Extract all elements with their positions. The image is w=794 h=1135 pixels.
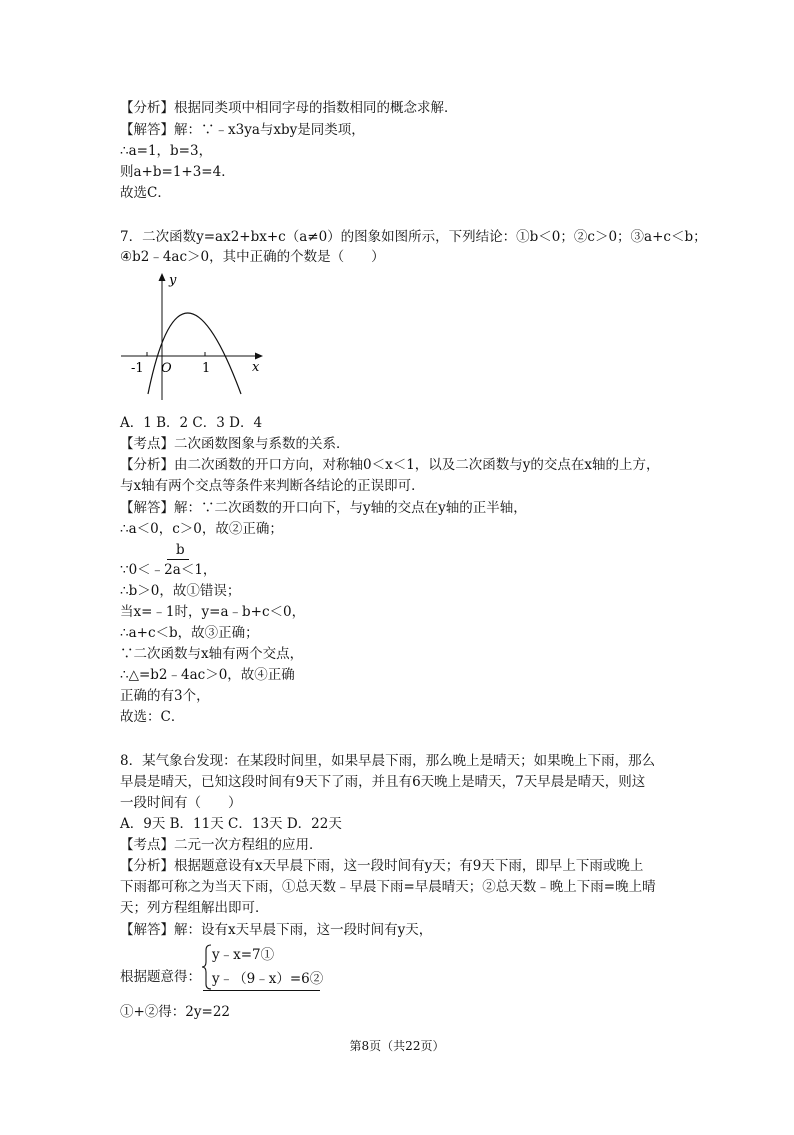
equation-intro: 根据题意得：: [120, 969, 201, 985]
q7-answer-line: ∴b＞0，故①错误；: [120, 583, 241, 599]
page-footer: 第8页（共22页）: [349, 1039, 445, 1053]
q7-analysis: 【分析】由二次函数的开口方向，对称轴0＜x＜1，以及二次函数与y的交点在x轴的上方，: [120, 457, 660, 473]
q8-analysis: 【分析】根据题意设有x天早晨下雨，这一段时间有y天；有9天下雨，即早上下雨或晚上: [120, 858, 644, 874]
x-axis-arrow: [255, 353, 263, 360]
q8-stem: 8．某气象台发现：在某段时间里，如果早晨下雨，那么晚上是晴天；如果晚上下雨，那么: [120, 753, 656, 769]
q7-answer-line: ∴△=b2﹣4ac＞0，故④正确: [120, 667, 295, 683]
origin-label: O: [161, 361, 172, 376]
q8-kaodian: 【考点】二元一次方程组的应用．: [120, 837, 323, 853]
q7-stem: ④b2﹣4ac＞0，其中正确的个数是（ ）: [120, 249, 385, 265]
x-axis-label: x: [252, 360, 260, 375]
q7-fraction-line: ∵0＜﹣2a＜1，: [120, 562, 217, 578]
q6-analysis: 【分析】根据同类项中相同字母的指数相同的概念求解．: [120, 100, 458, 116]
q7-stem: 7．二次函数y=ax2+bx+c（a≠0）的图象如图所示，下列结论：①b＜0；②c＞0；③a+c＜b；: [120, 229, 707, 245]
equation-1: y﹣x=7①: [212, 947, 275, 963]
fraction-numerator: b: [176, 542, 185, 558]
q7-answer-line: ∴a＜0，c＞0，故②正确；: [120, 521, 283, 537]
q8-sum-line: ①+②得：2y=22: [120, 1004, 231, 1020]
y-axis-label: y: [169, 273, 177, 288]
q6-line: ∴a=1，b=3，: [120, 143, 213, 159]
equation-underline: [203, 990, 320, 991]
q7-choice: 故选：C．: [120, 709, 185, 725]
q7-answer-line: ∴a+c＜b，故③正确；: [120, 625, 259, 641]
fraction-bar: [167, 559, 189, 560]
q6-answer: 【解答】解：∵﹣x3ya与xby是同类项，: [120, 122, 365, 138]
q6-choice: 故选C．: [120, 185, 171, 201]
q7-answer-line: 当x=﹣1时，y=a﹣b+c＜0，: [120, 604, 306, 620]
q8-answer: 【解答】解：设有x天早晨下雨，这一段时间有y天，: [120, 922, 433, 938]
q8-analysis: 天；列方程组解出即可．: [120, 900, 269, 916]
q8-analysis: 下雨都可称之为当天下雨，①总天数﹣早晨下雨=早晨晴天；②总天数﹣晚上下雨=晚上晴: [120, 879, 656, 895]
q7-kaodian: 【考点】二次函数图象与系数的关系．: [120, 436, 350, 452]
q7-answer: 【解答】解：∵二次函数的开口向下，与y轴的交点在y轴的正半轴，: [120, 500, 527, 516]
equation-2: y﹣（9﹣x）=6②: [212, 971, 324, 987]
tick-1-label: 1: [202, 361, 211, 376]
parabola-graph: [117, 270, 267, 405]
q8-stem: 早晨是晴天，已知这段时间有9天下了雨，并且有6天晚上是晴天，7天早晨是晴天，则这: [120, 774, 646, 790]
q8-options: A．9天 B．11天 C．13天 D．22天: [120, 816, 342, 832]
q7-options: A．1 B．2 C．3 D．4: [120, 415, 263, 431]
tick-neg1-label: -1: [131, 361, 144, 376]
q7-answer-line: 正确的有3个，: [120, 688, 210, 704]
q6-line: 则a+b=1+3=4．: [120, 164, 235, 180]
y-axis-arrow: [159, 273, 166, 281]
q8-stem: 一段时间有（ ）: [120, 795, 242, 811]
q7-analysis: 与x轴有两个交点等条件来判断各结论的正误即可．: [120, 478, 425, 494]
q7-answer-line: ∵二次函数与x轴有两个交点，: [120, 646, 304, 662]
